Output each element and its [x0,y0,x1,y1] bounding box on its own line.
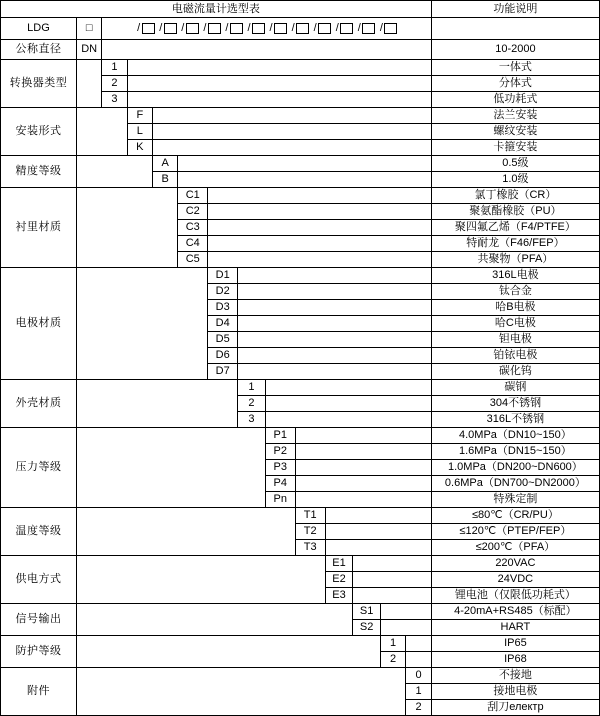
spacer [295,444,431,460]
category-lining-material: 衬里材质 [1,188,77,268]
desc-pressure-1: 4.0MPa（DN10~150） [431,428,599,444]
code-electrode-4: D4 [208,316,238,332]
desc-accessories-1: 不接地 [431,668,599,684]
desc-electrode-5: 钽电极 [431,332,599,348]
category-accessories: 附件 [1,668,77,716]
desc-installation-3: 卡箍安装 [431,140,599,156]
row-accuracy-1 [1,156,600,172]
code-pressure-1: P1 [265,428,295,444]
spacer [380,620,431,636]
spacer [406,652,432,668]
spacer [127,76,431,92]
spacer [295,428,431,444]
spacer [325,524,431,540]
spacer [353,556,432,572]
code-temperature-1: T1 [295,508,325,524]
spacer [76,428,265,508]
spacer [76,380,237,428]
category-nominal-diameter: 公称直径 [1,40,77,60]
code-lining-4: C4 [178,236,208,252]
category-installation-type: 安装形式 [1,108,77,156]
spacer [238,348,432,364]
desc-installation-1: 法兰安装 [431,108,599,124]
code-box [186,23,199,34]
code-installation-3: K [127,140,152,156]
desc-electrode-1: 316L电极 [431,268,599,284]
spacer [353,588,432,604]
desc-lining-4: 特耐龙（F46/FEP） [431,236,599,252]
spacer [127,60,431,76]
code-signal-2: S2 [353,620,381,636]
spacer [295,460,431,476]
code-lining-1: C1 [178,188,208,204]
code-installation-2: L [127,124,152,140]
desc-signal-1: 4-20mA+RS485（标配） [431,604,599,620]
row-protection-1 [1,636,600,652]
code-box [362,23,375,34]
model-code-empty [431,18,599,40]
category-pressure-grade: 压力等级 [1,428,77,508]
category-shell-material: 外壳材质 [1,380,77,428]
code-shell-1: 1 [238,380,266,396]
code-box [142,23,155,34]
code-box [296,23,309,34]
spacer [76,556,325,604]
desc-electrode-2: 钛合金 [431,284,599,300]
code-pressure-3: P3 [265,460,295,476]
spacer [208,220,432,236]
code-lining-5: C5 [178,252,208,268]
row-installation-1 [1,108,600,124]
code-signal-1: S1 [353,604,381,620]
code-temperature-2: T2 [295,524,325,540]
row-temperature-1 [1,508,600,524]
desc-shell-2: 304不锈钢 [431,396,599,412]
row-lining-1 [1,188,600,204]
desc-electrode-3: 哈B电极 [431,300,599,316]
spacer [127,92,431,108]
code-accessories-3: 2 [406,700,432,716]
spacer [265,396,431,412]
function-description-title: 功能说明 [431,1,599,18]
code-box [318,23,331,34]
spacer [152,140,431,156]
code-electrode-3: D3 [208,300,238,316]
desc-pressure-3: 1.0MPa（DN200~DN600） [431,460,599,476]
desc-lining-2: 聚氨酯橡胶（PU） [431,204,599,220]
category-signal-output: 信号输出 [1,604,77,636]
spacer [265,412,431,428]
code-electrode-5: D5 [208,332,238,348]
desc-pressure-4: 0.6MPa（DN700~DN2000） [431,476,599,492]
row-pressure-1 [1,428,600,444]
spacer [238,316,432,332]
row-transmitter-type-1 [1,60,600,76]
table-title: 电磁流量计选型表 [1,1,432,18]
spacer [238,364,432,380]
spacer [76,604,352,636]
spacer [208,252,432,268]
desc-lining-3: 聚四氟乙烯（F4/PTFE） [431,220,599,236]
desc-power-2: 24VDC [431,572,599,588]
model-code-row [1,18,600,40]
spacer [76,636,380,668]
spacer [353,572,432,588]
code-box [230,23,243,34]
code-power-3: E3 [325,588,353,604]
code-installation-1: F [127,108,152,124]
code-electrode-2: D2 [208,284,238,300]
desc-temperature-2: ≤120℃（PTEP/FEP） [431,524,599,540]
spacer [295,476,431,492]
spacer [325,508,431,524]
spacer [238,332,432,348]
code-electrode-6: D6 [208,348,238,364]
model-code-sequence: / / / / / / / / / / / / [102,18,431,40]
desc-electrode-6: 铂铱电极 [431,348,599,364]
desc-nominal-diameter: 10-2000 [431,40,599,60]
code-protection-2: 2 [380,652,405,668]
desc-shell-3: 316L不锈钢 [431,412,599,428]
category-electrode-material: 电极材质 [1,268,77,380]
category-temperature-grade: 温度等级 [1,508,77,556]
row-accessories-1 [1,668,600,684]
spacer [208,188,432,204]
spacer [76,508,295,556]
desc-power-3: 锂电池（仅限低功耗式） [431,588,599,604]
desc-accuracy-1: 0.5级 [431,156,599,172]
code-pressure-2: P2 [265,444,295,460]
spacer [238,284,432,300]
model-first-box: □ [76,18,101,40]
desc-pressure-2: 1.6MPa（DN15~150） [431,444,599,460]
spacer [76,268,207,380]
desc-transmitter-type-2: 分体式 [431,76,599,92]
row-electrode-1 [1,268,600,284]
code-shell-3: 3 [238,412,266,428]
desc-temperature-1: ≤80℃（CR/PU） [431,508,599,524]
spacer [238,268,432,284]
table-header-row [1,1,600,18]
desc-temperature-3: ≤200℃（PFA） [431,540,599,556]
code-power-1: E1 [325,556,353,572]
code-electrode-1: D1 [208,268,238,284]
code-accuracy-1: A [152,156,177,172]
code-box [274,23,287,34]
model-prefix: LDG [1,18,77,40]
code-pressure-4: P4 [265,476,295,492]
code-pressure-5: Pn [265,492,295,508]
code-protection-1: 1 [380,636,405,652]
spacer [380,604,431,620]
spacer [152,108,431,124]
code-electrode-7: D7 [208,364,238,380]
desc-lining-1: 氯丁橡胶（CR） [431,188,599,204]
code-accuracy-2: B [152,172,177,188]
code-transmitter-type-2: 2 [102,76,127,92]
code-box [252,23,265,34]
code-box [208,23,221,34]
spacer [178,156,432,172]
spacer [325,540,431,556]
row-nominal-diameter [1,40,600,60]
desc-transmitter-type-1: 一体式 [431,60,599,76]
code-lining-2: C2 [178,204,208,220]
spacer [238,300,432,316]
spacer [76,156,152,188]
code-box [384,23,397,34]
code-box [164,23,177,34]
desc-accessories-2: 接地电极 [431,684,599,700]
code-lining-3: C3 [178,220,208,236]
code-nominal-diameter: DN [76,40,101,60]
row-power-1 [1,556,600,572]
desc-electrode-4: 哈C电极 [431,316,599,332]
spacer [208,204,432,220]
desc-accuracy-2: 1.0级 [431,172,599,188]
spacer [178,172,432,188]
category-power-supply: 供电方式 [1,556,77,604]
category-transmitter-type: 转换器类型 [1,60,77,108]
category-protection-grade: 防护等级 [1,636,77,668]
desc-transmitter-type-3: 低功耗式 [431,92,599,108]
desc-pressure-5: 特殊定制 [431,492,599,508]
spacer [406,636,432,652]
desc-protection-2: IP68 [431,652,599,668]
spacer [265,380,431,396]
code-transmitter-type-1: 1 [102,60,127,76]
spacer [295,492,431,508]
code-accessories-1: 0 [406,668,432,684]
spacer [102,40,431,60]
category-accuracy-grade: 精度等级 [1,156,77,188]
row-shell-1 [1,380,600,396]
desc-accessories-3: 刮刀електр [431,700,599,716]
desc-power-1: 220VAC [431,556,599,572]
row-signal-1 [1,604,600,620]
spacer [76,60,101,108]
spacer [76,668,405,716]
code-shell-2: 2 [238,396,266,412]
desc-installation-2: 螺纹安装 [431,124,599,140]
spacer [76,108,127,156]
code-temperature-3: T3 [295,540,325,556]
spacer [152,124,431,140]
code-power-2: E2 [325,572,353,588]
spacer [208,236,432,252]
spacer [76,188,177,268]
code-transmitter-type-3: 3 [102,92,127,108]
code-accessories-2: 1 [406,684,432,700]
desc-lining-5: 共聚物（PFA） [431,252,599,268]
desc-electrode-7: 碳化钨 [431,364,599,380]
code-box [340,23,353,34]
desc-protection-1: IP65 [431,636,599,652]
desc-signal-2: HART [431,620,599,636]
desc-shell-1: 碳钢 [431,380,599,396]
